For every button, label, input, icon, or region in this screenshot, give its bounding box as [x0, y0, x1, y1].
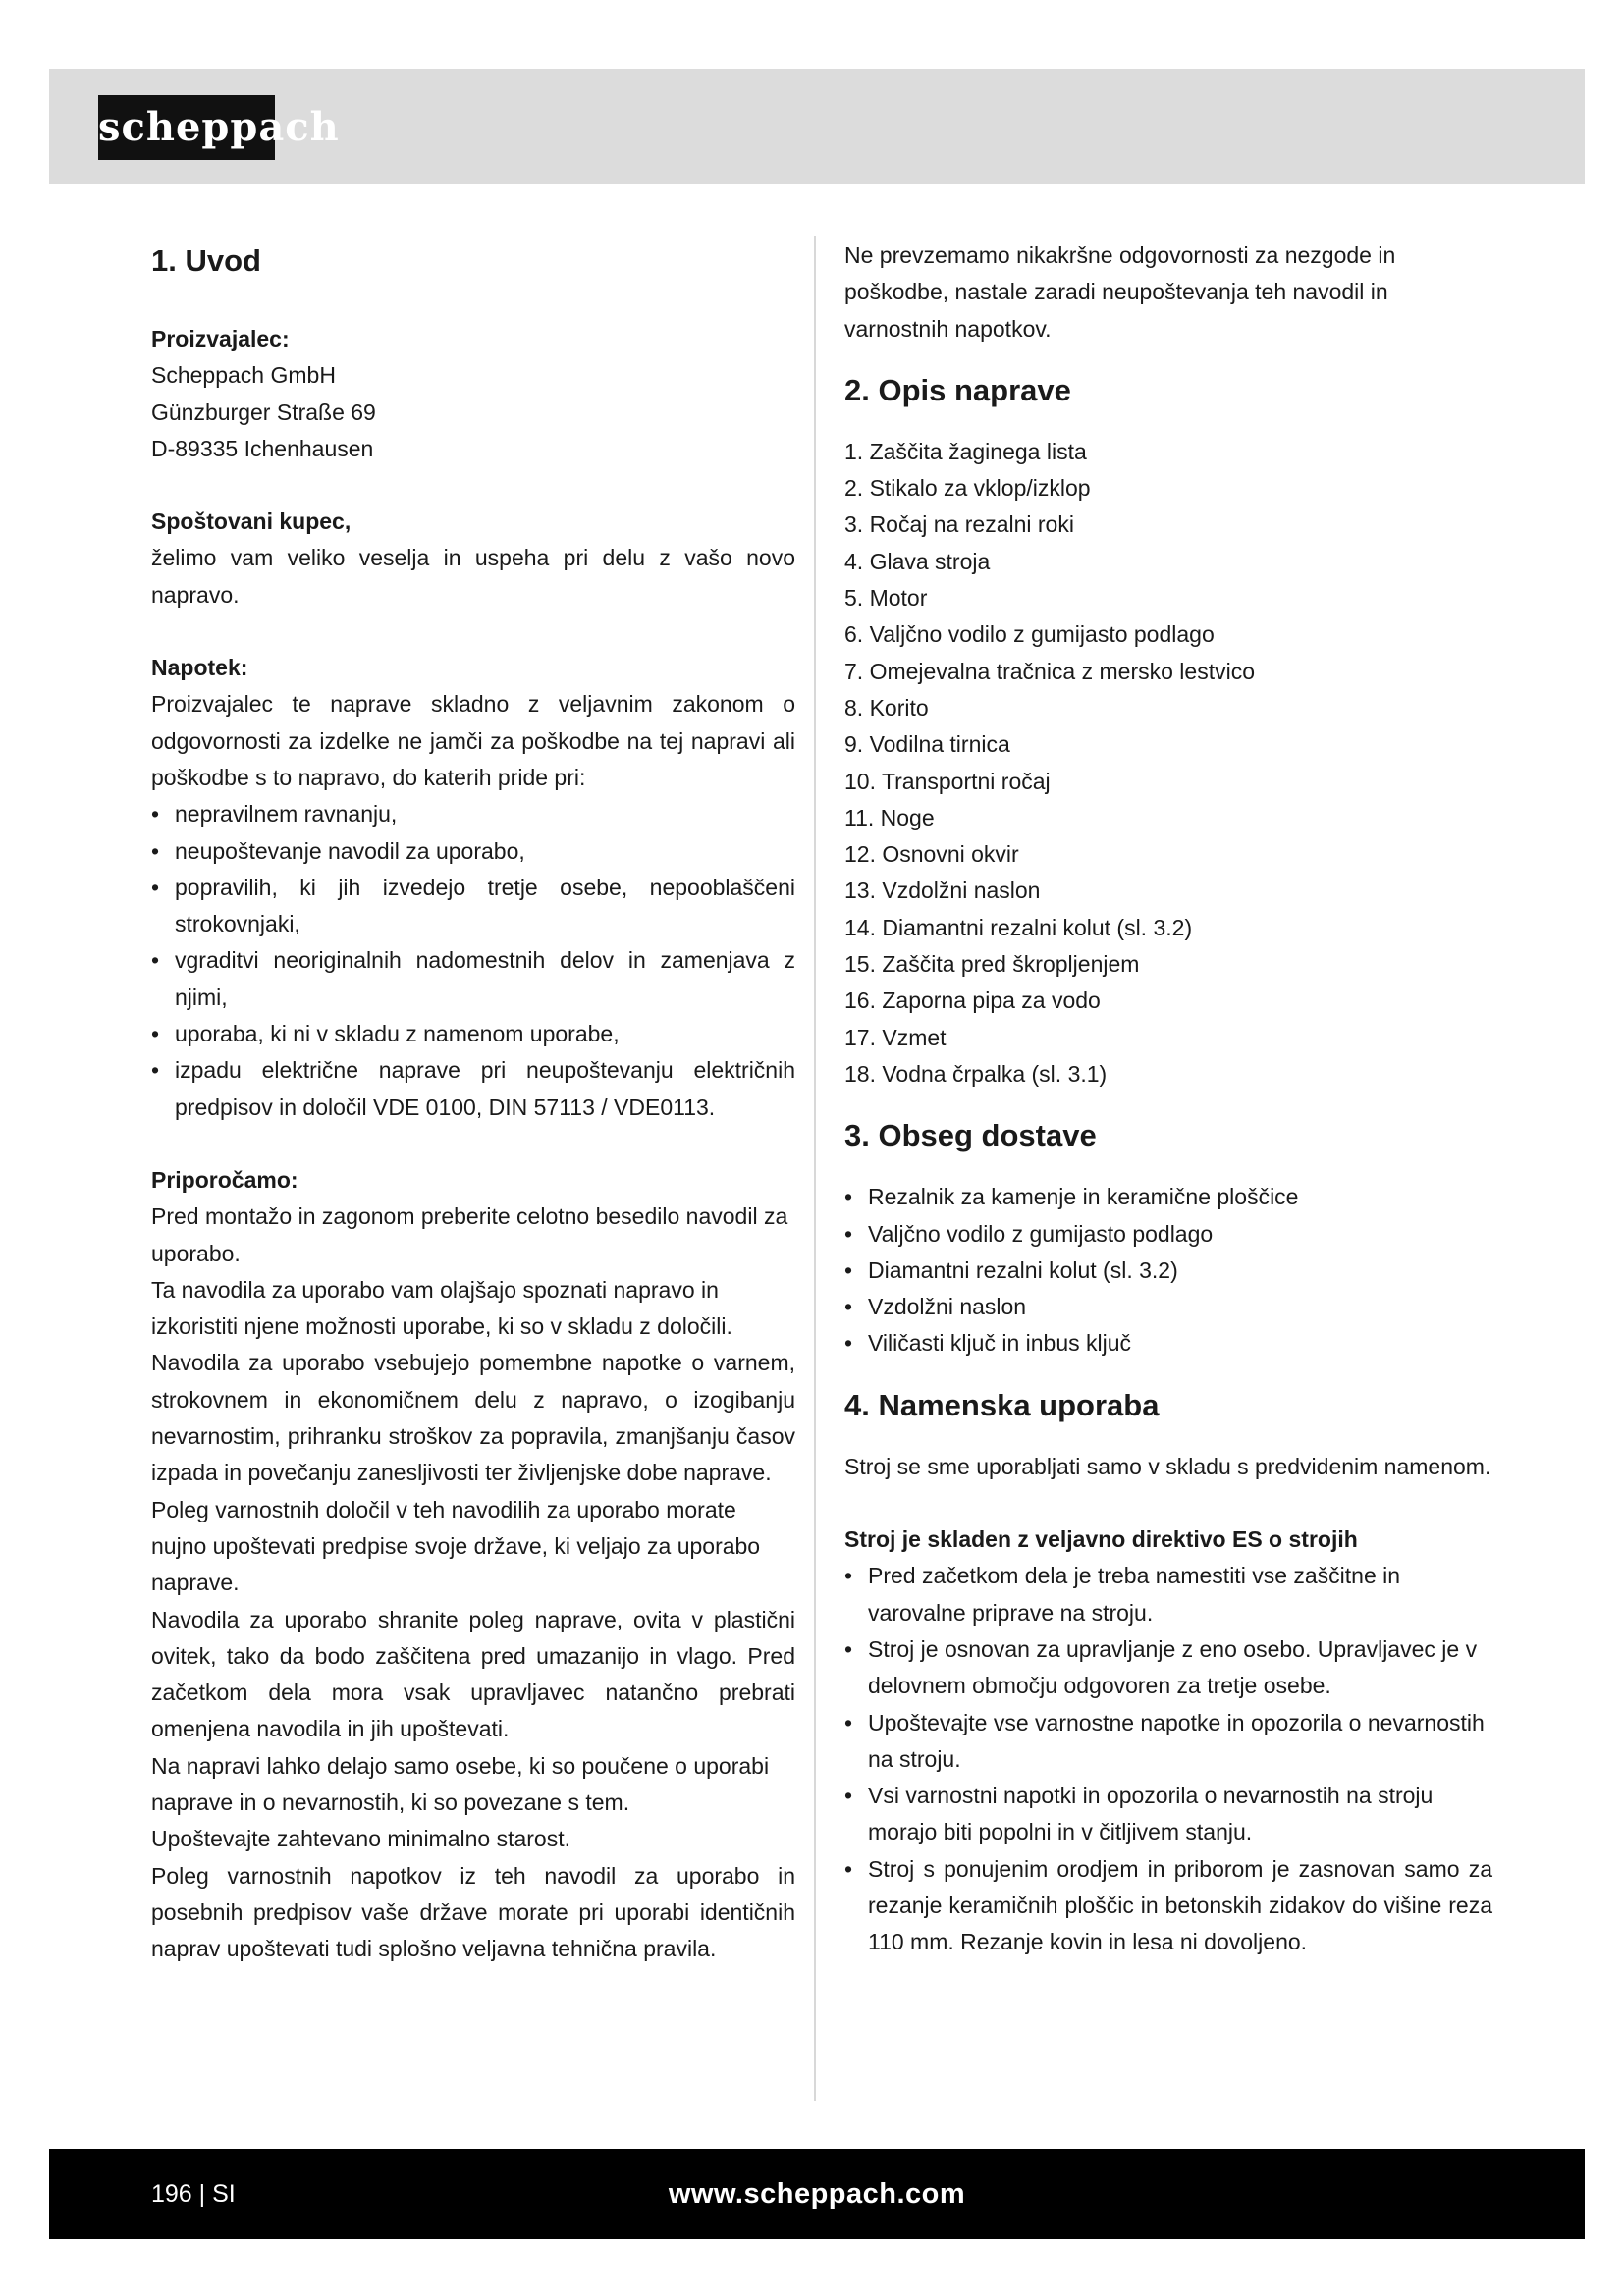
list-item: 8. Korito [844, 694, 929, 721]
customer-text: želimo vam veliko veselja in uspeha pri delu z vašo novo napravo. [151, 545, 795, 608]
list-item: 10. Transportni ročaj [844, 768, 1051, 794]
list-item: • Vsi varnostni napotki in opozorila o nevarnostih na stroju morajo biti popolni in v čitljivem stanju. [844, 1778, 1492, 1851]
list-item: • popravilih, ki jih izvedejo tretje osebe, nepooblaščeni strokovnjaki, [151, 870, 795, 943]
recommend-paragraph: Pred montažo in zagonom preberite celotno besedilo navodil za uporabo. [151, 1203, 788, 1266]
directive-label: Stroj je skladen z veljavno direktivo ES o strojih [844, 1526, 1358, 1553]
list-item: 11. Noge [844, 804, 935, 830]
list-item: • Valjčno vodilo z gumijasto podlago [844, 1216, 1492, 1253]
section-title-uvod: 1. Uvod [151, 243, 261, 278]
section-title-namenska-uporaba: 4. Namenska uporaba [844, 1387, 1160, 1422]
manufacturer-line: Günzburger Straße 69 [151, 399, 376, 425]
manufacturer-line: D-89335 Ichenhausen [151, 435, 374, 461]
list-item: • Stroj s ponujenim orodjem in priborom je zasnovan samo za rezanje keramičnih ploščic in betonskih zidakov do višine reza 110 mm. Rezanje kovin in lesa ni dovoljeno. [844, 1851, 1492, 1961]
list-item: 18. Vodna črpalka (sl. 3.1) [844, 1060, 1108, 1087]
recommend-paragraph: Poleg varnostnih napotkov iz teh navodil za uporabo in posebnih predpisov vaše države morate pri uporabi identičnih naprav upoštevati tudi splošno veljavna tehnična pravila. [151, 1862, 795, 1962]
directive-list [844, 1558, 1492, 1960]
note-label: Napotek: [151, 655, 248, 681]
list-item: 14. Diamantni rezalni kolut (sl. 3.2) [844, 914, 1193, 940]
scheppach-logo: scheppach [98, 95, 275, 160]
footer-bar [49, 2149, 1585, 2239]
parts-list [844, 434, 1492, 1093]
recommend-paragraph: Na napravi lahko delajo samo osebe, ki so poučene o uporabi naprave in o nevarnostih, ki so povezane s tem. [151, 1752, 770, 1815]
list-item: • Vzdolžni naslon [844, 1289, 1492, 1325]
list-item: 15. Zaščita pred škropljenjem [844, 951, 1140, 978]
list-item: 3. Ročaj na rezalni roki [844, 511, 1074, 538]
note-text: Proizvajalec te naprave skladno z veljavnim zakonom o odgovornosti za izdelke ne jamči za poškodbe na tej napravi ali poškodbe s to napravo, do katerih pride pri: [151, 691, 795, 790]
liability-text: Ne prevzemamo nikakršne odgovornosti za nezgode in poškodbe, nastale zaradi neupoštevanja teh navodil in varnostnih napotkov. [844, 242, 1396, 342]
website-link[interactable]: www.scheppach.com [668, 2178, 966, 2210]
list-item: 2. Stikalo za vklop/izklop [844, 475, 1091, 502]
section-title-obseg-dostave: 3. Obseg dostave [844, 1118, 1097, 1153]
column-divider [814, 236, 816, 2101]
manufacturer-line: Scheppach GmbH [151, 362, 336, 389]
list-item: • Rezalnik za kamenje in keramične ploščice [844, 1179, 1492, 1215]
intended-use-text: Stroj se sme uporabljati samo v skladu s predvidenim namenom. [844, 1453, 1491, 1479]
header-bar [49, 69, 1585, 184]
list-item: 4. Glava stroja [844, 548, 991, 574]
recommend-paragraph: Navodila za uporabo shranite poleg naprave, ovita v plastični ovitek, tako da bodo zaščitena pred umazanijo in vlago. Pred začetkom dela mora vsak upravljavec natančno prebrati omenjena navodila in jih upoštevati. [151, 1606, 795, 1742]
left-column [151, 238, 795, 1967]
list-item: • izpadu električne naprave pri neupoštevanju električnih predpisov in določil VDE 0100, DIN 57113 / VDE0113. [151, 1052, 795, 1126]
page-number: 196 | SI [151, 2180, 236, 2208]
list-item: 12. Osnovni okvir [844, 841, 1019, 868]
note-bullet-list [151, 796, 795, 1126]
list-item: 1. Zaščita žaginega lista [844, 438, 1087, 464]
list-item: 5. Motor [844, 585, 928, 612]
list-item: • Stroj je osnovan za upravljanje z eno osebo. Upravljavec je v delovnem območju odgovoren za tretje osebe. [844, 1631, 1492, 1705]
right-column [844, 238, 1492, 1961]
recommend-label: Priporočamo: [151, 1166, 298, 1193]
list-item: • nepravilnem ravnanju, [151, 796, 795, 832]
list-item: 13. Vzdolžni naslon [844, 878, 1041, 904]
manufacturer-label: Proizvajalec: [151, 326, 290, 351]
list-item: 6. Valjčno vodilo z gumijasto podlago [844, 621, 1215, 648]
customer-label: Spoštovani kupec, [151, 508, 352, 535]
list-item: 17. Vzmet [844, 1024, 947, 1050]
recommend-paragraph: Upoštevajte zahtevano minimalno starost. [151, 1826, 570, 1852]
section-title-opis-naprave: 2. Opis naprave [844, 372, 1071, 407]
list-item: • uporaba, ki ni v skladu z namenom uporabe, [151, 1016, 795, 1052]
recommend-paragraph: Ta navodila za uporabo vam olajšajo spoznati napravo in izkoristiti njene možnosti uporabe, ki so v skladu z določili. [151, 1276, 732, 1340]
list-item: • Viličasti ključ in inbus ključ [844, 1325, 1492, 1362]
recommend-paragraph: Navodila za uporabo vsebujejo pomembne napotke o varnem, strokovnem in ekonomičnem delu z napravo, o izogibanju nevarnostim, prihranku stroškov za popravila, zmanjšanju časov izpada in povečanju zanesljivosti ter življenjske dobe naprave. [151, 1350, 795, 1486]
recommend-paragraph: Poleg varnostnih določil v teh navodilih za uporabo morate nujno upoštevati predpise svoje države, ki veljajo za uporabo naprave. [151, 1496, 761, 1596]
list-item: 9. Vodilna tirnica [844, 731, 1010, 758]
list-item: • neupoštevanje navodil za uporabo, [151, 833, 795, 870]
delivery-list [844, 1179, 1492, 1362]
list-item: 7. Omejevalna tračnica z mersko lestvico [844, 658, 1255, 684]
list-item: • Diamantni rezalni kolut (sl. 3.2) [844, 1253, 1492, 1289]
list-item: • Pred začetkom dela je treba namestiti vse zaščitne in varovalne priprave na stroju. [844, 1558, 1492, 1631]
list-item: • Upoštevajte vse varnostne napotke in opozorila o nevarnostih na stroju. [844, 1705, 1492, 1779]
list-item: • vgraditvi neoriginalnih nadomestnih delov in zamenjava z njimi, [151, 942, 795, 1016]
list-item: 16. Zaporna pipa za vodo [844, 988, 1101, 1014]
